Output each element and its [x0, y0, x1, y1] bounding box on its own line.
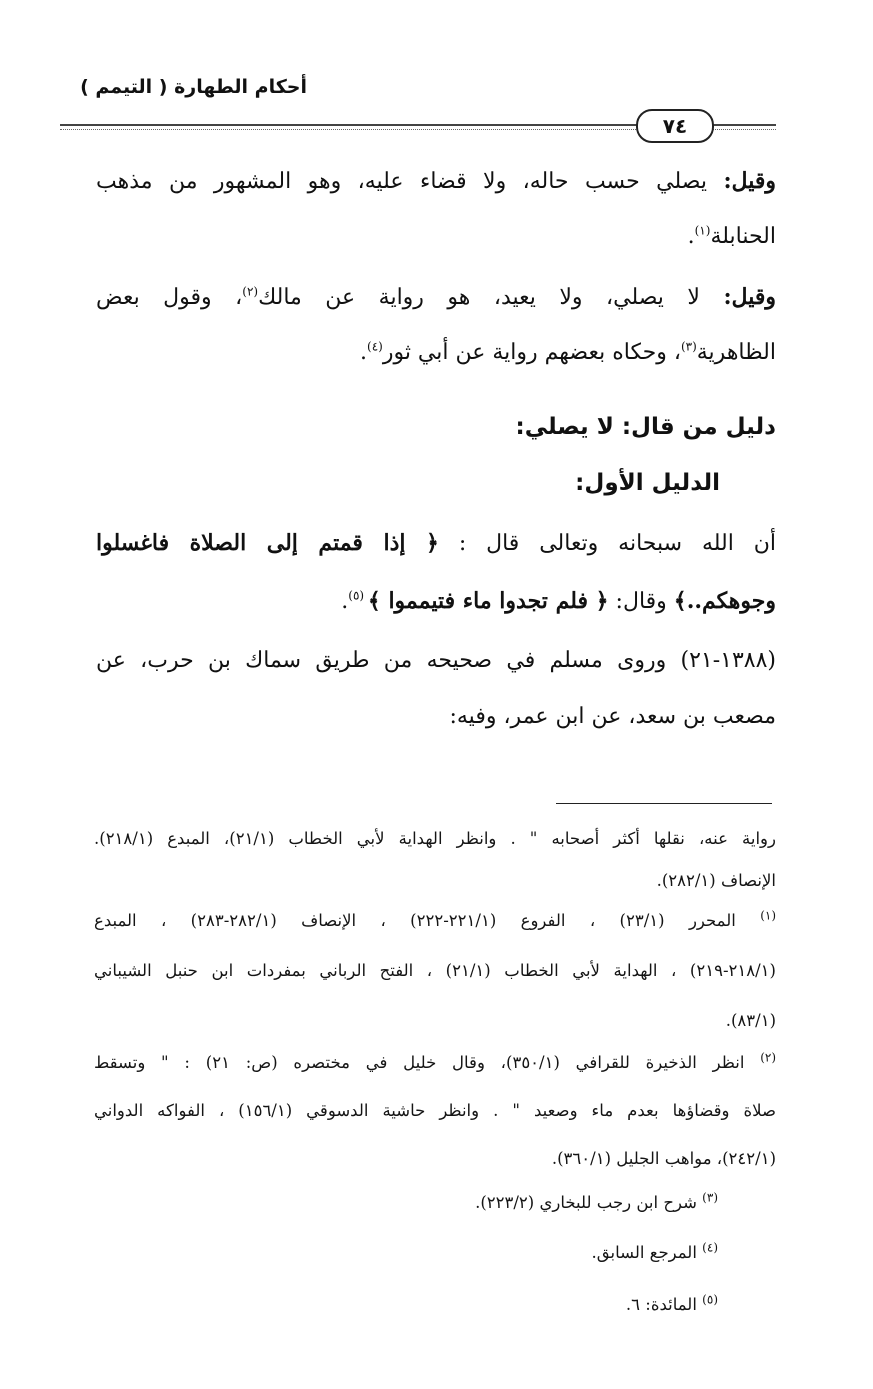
paragraph-3-line-2: [341, 586, 776, 617]
footnote-1-line-2: (٢١٨/١-٢١٩) ، الهداية لأبي الخطاب (٢١/١) ، الفتح الرباني بمفردات ابن حنبل الشيباني: [94, 961, 776, 980]
footnote-continued-line-2: الإنصاف (٢٨٢/١).: [656, 871, 776, 890]
footnote-1-line-1: [94, 908, 776, 934]
text-run: لا يصلي، ولا يعيد، هو رواية عن مالك: [258, 285, 724, 310]
footnote-text: شرح ابن رجب للبخاري (٢٢٣/٢).: [475, 1193, 697, 1212]
page-number-badge: [636, 109, 714, 143]
section-heading: دليل من قال: لا يصلي:: [515, 414, 776, 440]
footnote-ref-4[interactable]: (٤): [367, 339, 383, 354]
text-run: الحنابلة: [710, 224, 776, 249]
footnote-text: المائدة: ٦.: [625, 1295, 697, 1314]
bold-lead: وقيل:: [723, 284, 776, 310]
paragraph-4-line-1: (١٣٨٨-٢١) وروى مسلم في صحيحه من طريق سماك بن حرب، عن: [96, 648, 776, 673]
paragraph-2-line-1: [96, 282, 776, 313]
footnote-continued-line-1: رواية عنه، نقلها أكثر أصحابه " . وانظر الهداية لأبي الخطاب (٢١/١)، المبدع (٢١٨/١).: [94, 829, 776, 848]
text-run: ، وقول بعض: [96, 285, 243, 310]
footnote-separator: [556, 803, 772, 804]
footnote-3: [475, 1190, 718, 1216]
footnote-marker-2: (٢): [760, 1050, 777, 1065]
footnote-text: المحرر (٢٣/١) ، الفروع (٢٢١/١-٢٢٢) ، الإنصاف (٢٨٢/١-٢٨٣) ، المبدع: [94, 911, 736, 930]
footnote-5: [626, 1292, 718, 1318]
paragraph-2-line-2: [360, 338, 776, 368]
footnote-1-line-3: (٨٣/١).: [725, 1011, 776, 1030]
footnote-ref-5[interactable]: (٥): [348, 588, 368, 603]
paragraph-3-line-1: [96, 528, 776, 559]
text-run: أن الله سبحانه وتعالى قال :: [438, 531, 776, 556]
paragraph-1-line-1: [96, 166, 776, 197]
text-run: ، وحكاه بعضهم رواية عن أبي ثور: [382, 340, 681, 365]
quran-quote: ﴿ إذا قمتم إلى الصلاة فاغسلوا: [96, 530, 439, 556]
bold-lead: وقيل:: [723, 168, 776, 194]
footnote-text: المرجع السابق.: [591, 1243, 697, 1262]
paragraph-1-line-2: [688, 222, 776, 252]
quran-quote: ﴿ فلم تجدوا ماء فتيمموا ﴾: [367, 588, 609, 614]
quran-quote: وجوهكم..﴾: [673, 588, 776, 614]
footnote-4: [591, 1240, 718, 1266]
text-run: الظاهرية: [696, 340, 776, 365]
footnote-ref-3[interactable]: (٣): [680, 339, 697, 354]
footnote-2-line-2: صلاة وقضاؤها بعدم ماء وصعيد " . وانظر حاشية الدسوقي (١٥٦/١) ، الفواكه الدواني: [94, 1101, 776, 1120]
footnote-2-line-3: (٢٤٢/١)، مواهب الجليل (٣٦٠/١).: [551, 1149, 776, 1168]
running-header-title: أحكام الطهارة ( التيمم ): [80, 76, 307, 98]
text-run: .: [687, 224, 695, 249]
paragraph-4-line-2: مصعب بن سعد، عن ابن عمر، وفيه:: [449, 704, 776, 729]
footnote-marker-4: (٤): [702, 1240, 718, 1255]
text-run: .: [360, 340, 367, 365]
subsection-heading: الدليل الأول:: [575, 470, 720, 496]
footnote-marker-5: (٥): [702, 1292, 718, 1307]
text-run: يصلي حسب حاله، ولا قضاء عليه، وهو المشهور من مذهب: [96, 169, 724, 194]
footnote-marker-3: (٣): [702, 1190, 718, 1205]
footnote-ref-1[interactable]: (١): [694, 223, 711, 238]
footnote-text: انظر الذخيرة للقرافي (٣٥٠/١)، وقال خليل في مختصره (ص: ٢١) : " وتسقط: [94, 1053, 745, 1072]
footnote-2-line-1: [94, 1050, 776, 1076]
page-number: ٧٤: [662, 114, 688, 138]
footnote-ref-2[interactable]: (٢): [242, 284, 259, 299]
text-run: .: [341, 589, 349, 614]
text-run: وقال:: [608, 589, 674, 614]
footnote-marker-1: (١): [760, 908, 777, 923]
